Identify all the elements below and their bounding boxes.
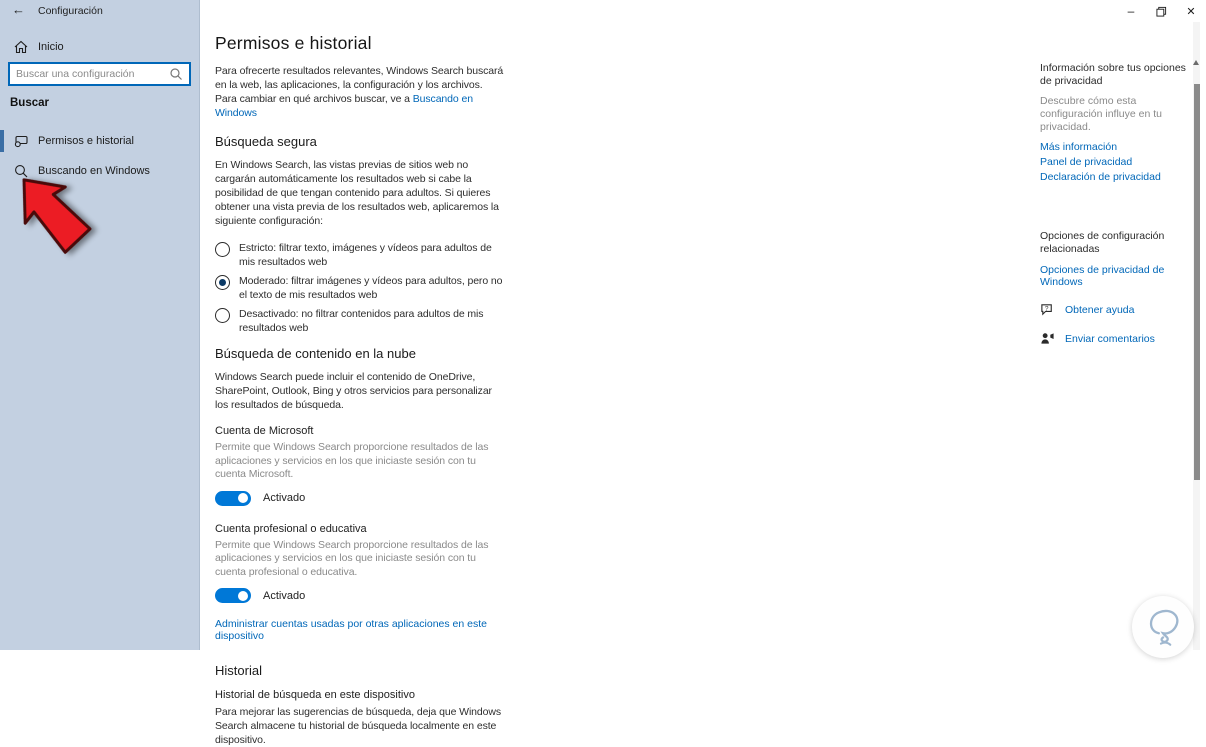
back-button[interactable]: ←	[12, 2, 25, 17]
toggle-state-label: Activado	[263, 492, 306, 504]
radio-moderate[interactable]	[215, 274, 507, 302]
cloud-search-description: Windows Search puede incluir el contenido de OneDrive, SharePoint, Outlook, Bing y otros servicios para personalizar los resultados de búsqueda.	[215, 371, 492, 411]
sidebar-item-home[interactable]	[0, 34, 200, 60]
related-settings	[1040, 230, 1190, 288]
sidebar-item-permissions-history[interactable]	[0, 128, 200, 154]
microsoft-account-toggle-row	[215, 491, 507, 506]
get-help-icon	[1040, 302, 1055, 317]
sidebar-item-label: Buscando en Windows	[38, 165, 150, 177]
safe-search-options	[215, 241, 507, 335]
history-heading: Historial	[215, 663, 262, 678]
restore-button[interactable]	[1146, 0, 1176, 22]
safe-search-heading: Búsqueda segura	[215, 134, 317, 149]
page-title: Permisos e historial	[215, 33, 372, 53]
sidebar-section-header: Buscar	[10, 97, 49, 109]
radio-off[interactable]	[215, 307, 507, 335]
app-title: Configuración	[38, 5, 103, 17]
searching-windows-link[interactable]: Buscando en Windows	[215, 93, 473, 119]
work-account-label: Cuenta profesional o educativa	[215, 522, 367, 535]
sidebar-item-label: Permisos e historial	[38, 135, 134, 147]
intro-paragraph	[215, 64, 507, 120]
site-watermark-logo	[1132, 596, 1194, 658]
home-icon	[13, 39, 29, 55]
radio-strict[interactable]	[215, 241, 507, 269]
selected-indicator	[0, 130, 4, 152]
microsoft-account-toggle[interactable]	[215, 491, 251, 506]
close-button[interactable]: ✕	[1186, 5, 1196, 18]
work-account-toggle-row	[215, 588, 507, 603]
history-description: Para mejorar las sugerencias de búsqueda, deja que Windows Search almacene tu historial de búsqueda localmente en este dispositivo.	[215, 706, 502, 746]
radio-label: Estricto: filtrar texto, imágenes y vídeos para adultos de mis resultados web	[239, 242, 492, 268]
cloud-search-heading: Búsqueda de contenido en la nube	[215, 346, 416, 361]
get-help-link[interactable]: Obtener ayuda	[1065, 303, 1135, 316]
feedback-icon	[1040, 331, 1055, 346]
radio-label: Moderado: filtrar imágenes y vídeos para adultos, pero no el texto de mis resultados web	[239, 275, 503, 301]
right-rail	[1040, 62, 1190, 346]
windows-privacy-options-link[interactable]: Opciones de privacidad de Windows	[1040, 264, 1165, 288]
toggle-knob	[238, 493, 248, 503]
sidebar-home-label: Inicio	[38, 41, 64, 53]
history-device-label: Historial de búsqueda en este dispositivo	[215, 689, 415, 701]
work-account-toggle[interactable]	[215, 588, 251, 603]
radio-circle[interactable]	[215, 308, 230, 323]
sidebar	[0, 0, 200, 650]
more-info-link[interactable]: Más información	[1040, 141, 1118, 153]
permissions-icon	[13, 133, 29, 149]
privacy-links	[1040, 141, 1190, 184]
toggle-state-label: Activado	[263, 589, 306, 602]
privacy-info-heading: Información sobre tus opciones de privacidad	[1040, 62, 1186, 87]
search-input[interactable]	[10, 68, 169, 80]
send-feedback-link[interactable]: Enviar comentarios	[1065, 332, 1155, 345]
window-controls	[1100, 0, 1200, 22]
search-icon[interactable]	[169, 67, 183, 81]
scrollbar-thumb[interactable]	[1194, 84, 1200, 480]
radio-label: Desactivado: no filtrar contenidos para adultos de mis resultados web	[239, 308, 484, 334]
privacy-statement-link[interactable]: Declaración de privacidad	[1040, 171, 1161, 183]
privacy-info-description: Descubre cómo esta configuración influye en tu privacidad.	[1040, 95, 1162, 133]
send-feedback-row[interactable]	[1040, 331, 1190, 346]
related-settings-heading: Opciones de configuración relacionadas	[1040, 230, 1165, 255]
safe-search-description: En Windows Search, las vistas previas de sitios web no cargarán automáticamente los resultados web si cabe la posibilidad de que tengan contenido para adultos. Si quieres obtener una vista previa de los resultados web, aplicaremos la siguiente configuración:	[215, 159, 499, 227]
main-content	[215, 33, 507, 747]
manage-accounts-link[interactable]: Administrar cuentas usadas por otras aplicaciones en este dispositivo	[215, 618, 487, 642]
sidebar-titlebar	[0, 0, 200, 22]
microsoft-account-description: Permite que Windows Search proporcione resultados de las aplicaciones y servicios en los que iniciaste sesión con tu cuenta Microsoft.	[215, 441, 489, 480]
get-help-row[interactable]	[1040, 302, 1190, 317]
work-account-description: Permite que Windows Search proporcione resultados de las aplicaciones y servicios en los que iniciaste sesión con tu cuenta profesional o educativa.	[215, 538, 489, 578]
scroll-up-arrow[interactable]	[1193, 60, 1199, 65]
svg-text:?: ?	[1044, 305, 1049, 313]
privacy-dashboard-link[interactable]: Panel de privacidad	[1040, 156, 1133, 168]
radio-circle-selected[interactable]	[215, 275, 230, 290]
radio-circle[interactable]	[215, 242, 230, 257]
settings-search-box[interactable]	[8, 62, 191, 86]
microsoft-account-label: Cuenta de Microsoft	[215, 425, 314, 437]
minimize-button[interactable]: –	[1127, 4, 1135, 18]
intro-text: Para ofrecerte resultados relevantes, Windows Search buscará en la web, las aplicaciones, la configuración y los archivos. Para cambiar en qué archivos buscar, ve a	[215, 65, 504, 105]
toggle-knob	[238, 591, 248, 601]
vertical-scrollbar[interactable]	[1193, 22, 1200, 650]
